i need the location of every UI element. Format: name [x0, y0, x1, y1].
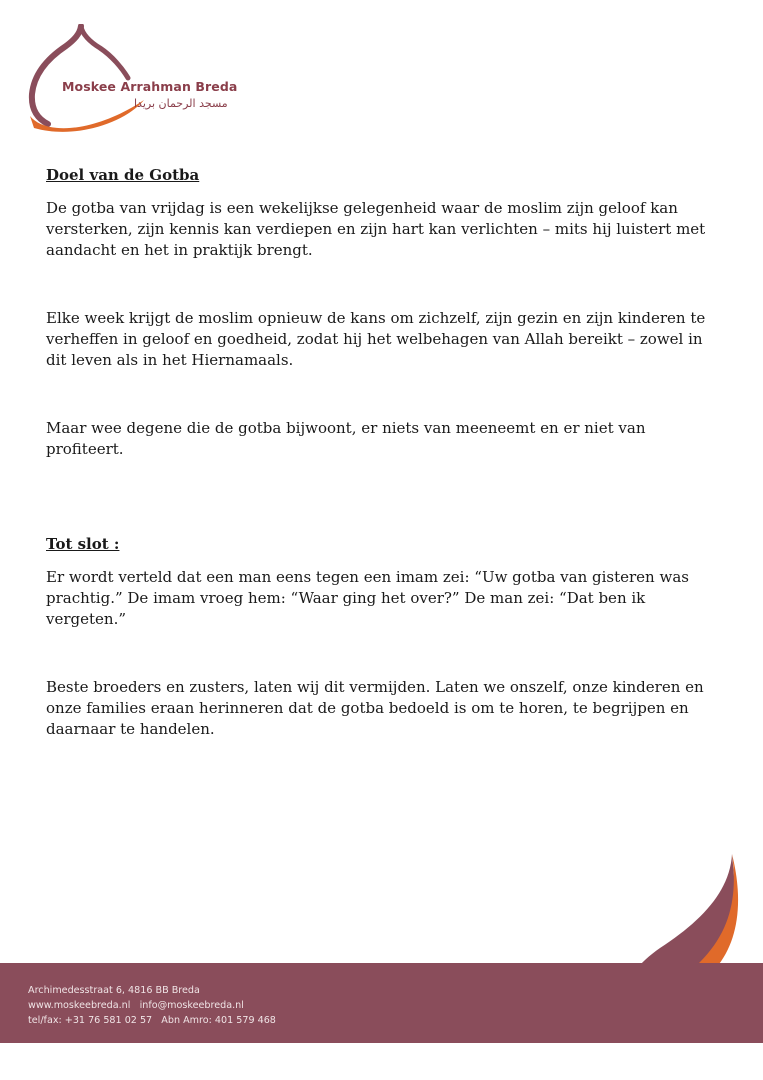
logo-name: Moskee Arrahman Breda	[62, 79, 238, 94]
logo-arabic: مسجد الرحمان بريدا	[134, 97, 228, 110]
footer-address: Archimedesstraat 6, 4816 BB Breda	[28, 985, 200, 996]
paragraph: Beste broeders en zusters, laten wij dit vermijden. Laten we onszelf, onze kinderen en onze families eraan herinneren dat de gotba bedoeld is om te horen, te begrijpen en daarnaar te handelen.	[46, 678, 704, 738]
logo	[26, 24, 236, 136]
paragraph: De gotba van vrijdag is een wekelijkse gelegenheid waar de moslim zijn geloof kan versterken, zijn kennis kan verdiepen en zijn hart kan verlichten – mits hij luistert met aandacht en het in praktijk brengt.	[46, 199, 706, 259]
footer-phone-bank: tel/fax: +31 76 581 02 57 Abn Amro: 401 579 468	[28, 1015, 276, 1026]
footer-contact: www.moskeebreda.nl info@moskeebreda.nl	[28, 1000, 244, 1011]
section-heading: Tot slot :	[46, 535, 120, 553]
paragraph: Maar wee degene die de gotba bijwoont, er niets van meeneemt en er niet van profiteert.	[46, 419, 646, 458]
document-body	[46, 165, 718, 740]
section-heading: Doel van de Gotba	[46, 166, 200, 184]
paragraph: Er wordt verteld dat een man eens tegen een imam zei: “Uw gotba van gisteren was prachtig.” De imam vroeg hem: “Waar ging het over?” De man zei: “Dat ben ik vergeten.”	[46, 568, 689, 628]
paragraph: Elke week krijgt de moslim opnieuw de kans om zichzelf, zijn gezin en zijn kinderen te verheffen in geloof en goedheid, zodat hij het welbehagen van Allah bereikt – zowel in dit leven als in het Hiernamaals.	[46, 309, 706, 369]
footer	[0, 963, 763, 1043]
